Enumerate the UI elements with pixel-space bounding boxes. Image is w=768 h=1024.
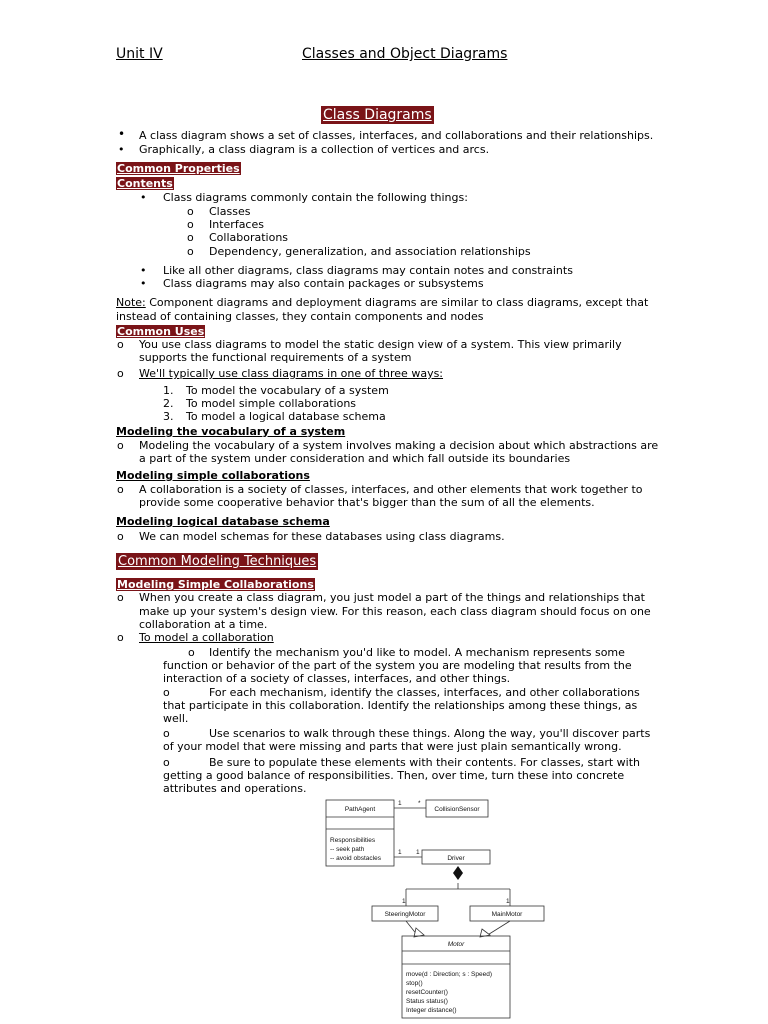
multiplicity: 1 [398,849,402,856]
contents-heading: Contents [117,177,173,190]
techniques-heading: Common Modeling Techniques [118,554,317,569]
step-line: Use scenarios to walk through these things. Along the way, you'll discover parts [209,727,651,740]
motor-label: Motor [447,941,465,948]
motor-operation: Integer distance() [406,1007,457,1014]
way-item: To model the vocabulary of a system [186,384,389,397]
uses-item-2: We'll typically use class diagrams in one of three ways: [139,367,444,380]
circle-bullet: o [117,591,124,604]
techniques-line: collaboration at a time. [139,618,268,631]
vocab-line: a part of the system under consideration and which fall outside its boundaries [139,452,571,465]
step-line: function or behavior of the part of the system you are modeling that results from the [163,659,632,672]
techniques-line: When you create a class diagram, you just model a part of the things and relationships that [139,591,645,604]
contents-item: Classes [209,205,251,218]
techniques-subheading: Modeling Simple Collaborations [117,578,314,591]
way-item: To model a logical database schema [186,410,386,423]
circle-bullet: o [117,439,124,452]
multiplicity: 1 [402,898,406,905]
note-text: Component diagrams and deployment diagrams are similar to class diagrams, except that [145,296,649,309]
steering-motor-label: SteeringMotor [384,911,426,918]
collision-sensor-label: CollisionSensor [434,806,480,813]
circle-bullet: o [117,483,124,496]
circle-bullet: o [117,530,124,543]
class-diagram [320,796,550,1020]
responsibility-item: -- avoid obstacles [330,855,381,862]
multiplicity: * [418,800,421,807]
contents-item: Collaborations [209,231,289,244]
section-heading: Class Diagrams [323,107,432,123]
note-label: Note: [116,296,146,309]
vocab-line: Modeling the vocabulary of a system involves making a decision about which abstractions are [139,439,659,452]
contents-item: Dependency, generalization, and association relationships [209,245,531,258]
intro-bullet: Graphically, a class diagram is a collection of vertices and arcs. [139,143,490,156]
bullet-glyph: • [140,264,147,277]
circle-bullet: o [163,756,170,769]
responsibility-item: -- seek path [330,846,365,853]
motor-operation: resetCounter() [406,989,448,996]
uses-item-1-line: supports the functional requirements of a system [139,351,412,364]
circle-bullet: o [187,231,194,244]
note-line [116,296,648,309]
step-line: Be sure to populate these elements with their contents. For classes, start with [209,756,641,769]
step-line: of your model that were missing and parts that were just plain semantically wrong. [163,740,622,753]
simple-line: A collaboration is a society of classes, interfaces, and other elements that work together to [139,483,643,496]
intro-bullet: A class diagram shows a set of classes, interfaces, and collaborations and their relationships. [139,129,654,142]
step-line: that participate in this collaboration. Identify the relationships among these things, as [163,699,638,712]
db-heading: Modeling logical database schema [116,515,330,528]
contents-item: Interfaces [209,218,264,231]
circle-bullet: o [117,367,124,380]
motor-operation: move(d : Direction; s : Speed) [406,971,492,978]
circle-bullet: o [187,218,194,231]
multiplicity: 1 [398,800,402,807]
vocab-heading: Modeling the vocabulary of a system [116,425,346,438]
circle-bullet: o [117,338,124,351]
motor-operation: Status status() [406,998,448,1005]
driver-label: Driver [447,855,465,862]
unit-label: Unit IV [116,46,163,62]
bullet-glyph: • [118,143,125,156]
multiplicity: 1 [506,898,510,905]
circle-bullet: o [188,646,195,659]
simple-line: provide some cooperative behavior that's bigger than the sum of all the elements. [139,496,595,509]
step-line: interaction of a society of classes, interfaces, and other things. [163,672,511,685]
techniques-line: make up your system's design view. For this reason, each class diagram should focus on one [139,605,651,618]
path-agent-label: PathAgent [344,806,376,813]
circle-bullet: o [187,205,194,218]
main-motor-label: MainMotor [491,911,523,918]
step-line: well. [163,712,189,725]
contents-extra: Like all other diagrams, class diagrams may contain notes and constraints [163,264,573,277]
collab-subheading: To model a collaboration [139,631,274,644]
contents-extra: Class diagrams may also contain packages or subsystems [163,277,484,290]
responsibilities-label: Responsibilities [330,837,376,844]
bullet-glyph: • [140,277,147,290]
note-line-2: instead of containing classes, they contain components and nodes [116,310,484,323]
circle-bullet: o [187,245,194,258]
circle-bullet: o [163,727,170,740]
step-line: For each mechanism, identify the classes, interfaces, and other collaborations [209,686,640,699]
motor-operation: stop() [406,980,423,987]
multiplicity: 1 [416,849,420,856]
step-line: attributes and operations. [163,782,307,795]
simple-heading: Modeling simple collaborations [116,469,310,482]
circle-bullet: o [117,631,124,644]
circle-bullet: o [163,686,170,699]
list-number: 2. [163,397,174,410]
uses-item-1-line: You use class diagrams to model the static design view of a system. This view primarily [139,338,622,351]
common-uses-heading: Common Uses [117,325,205,338]
bullet-glyph: • [118,127,126,141]
list-number: 3. [163,410,174,423]
list-number: 1. [163,384,174,397]
page-title: Classes and Object Diagrams [302,46,508,62]
composition-diamond [453,866,463,880]
contents-lead: Class diagrams commonly contain the following things: [163,191,468,204]
way-item: To model simple collaborations [186,397,357,410]
common-properties-heading: Common Properties [117,162,240,175]
step-line: Identify the mechanism you'd like to model. A mechanism represents some [209,646,625,659]
step-line: getting a good balance of responsibilities. Then, over time, turn these into concrete [163,769,625,782]
db-line: We can model schemas for these databases using class diagrams. [139,530,505,543]
bullet-glyph: • [140,191,147,204]
